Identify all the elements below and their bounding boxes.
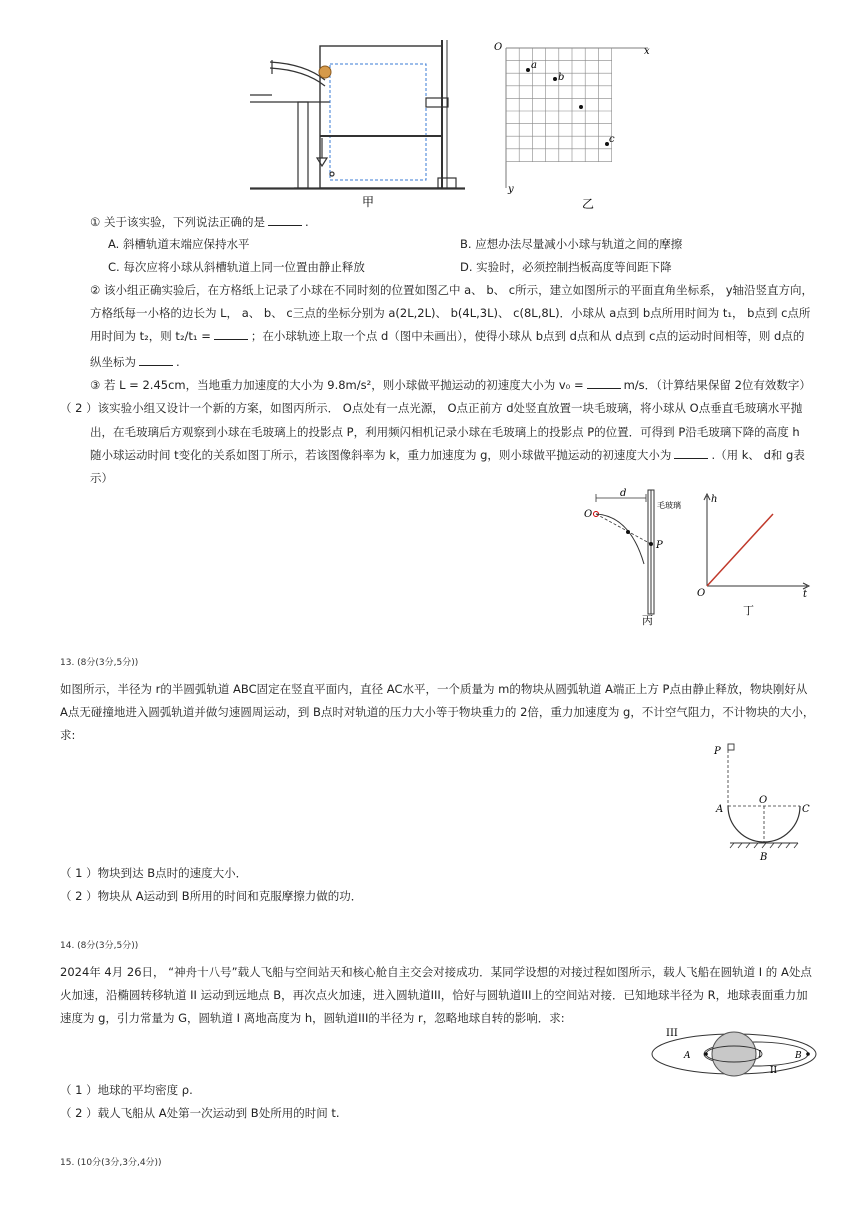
axis-o-label: O <box>494 42 503 53</box>
q14-line2: 火加速，沿椭圆转移轨道 II 运动到远地点 B，再次点火加速，进入圆轨道III，恰好与圆轨道III上的空间站对接．已知地球半径为 R，地球表面重力加 <box>60 988 808 1002</box>
figure-bing-caption: 丙 <box>642 614 653 626</box>
q13-sub2: （ 2 ）物块从 A运动到 B所用的时间和克服摩擦力做的功． <box>60 889 363 903</box>
answer-blank[interactable] <box>587 377 621 389</box>
ding-t-label: t <box>803 589 808 600</box>
q12-p2-line3: 用时间为 t₂，则 t₂/t₁ = ；在小球轨迹上取一个点 d（图中未画出），使得小球从 b点到 d点和从 d点到 c点的运动时间相等，则 d点的 <box>90 329 805 343</box>
point-a-label: a <box>531 60 537 71</box>
axis-x-label: x <box>644 46 650 57</box>
bing-p-label: P <box>656 540 663 551</box>
q14-sub1: （ 1 ）地球的平均密度 ρ. <box>60 1083 193 1097</box>
option-c: C. 每次应将小球从斜槽轨道上同一位置由静止释放 <box>108 260 365 274</box>
q12-part2-line3: 随小球运动时间 t变化的关系如图丁所示，若该图像斜率为 k，重力加速度为 g，则小球做平抛运动的初速度大小为 .（用 k、 d和 g表 <box>90 448 805 462</box>
bing-o-label: O <box>584 509 593 520</box>
figure-q14 <box>648 1024 820 1080</box>
figure-ding <box>695 490 815 616</box>
answer-blank[interactable] <box>214 328 248 340</box>
q13-sub1: （ 1 ）物块到达 B点时的速度大小． <box>60 866 248 880</box>
q12-part2-line2: 出，在毛玻璃后方观察到小球在毛玻璃上的投影点 P，利用频闪相机记录小球在毛玻璃上的投影点 P的位置．可得到 P沿毛玻璃下降的高度 h <box>90 425 800 439</box>
figure-yi-caption: 乙 <box>582 197 595 211</box>
q13-b-label: B <box>760 852 768 863</box>
q14-line1: 2024年 4月 26日， “神舟十八号”载人飞船与空间站天和核心舱自主交会对接成功．某同学设想的对接过程如图所示，载人飞船在圆轨道 I 的 A处点 <box>60 965 812 979</box>
q13-o-label: O <box>759 795 768 806</box>
q14-sub2: （ 2 ）载人飞船从 A处第一次运动到 B处所用的时间 t. <box>60 1106 340 1120</box>
figure-jia-caption: 甲 <box>362 195 375 209</box>
q14-header: 14. (8分(3分,5分)) <box>60 941 139 951</box>
q14-a-label: A <box>684 1051 691 1061</box>
axis-y-label: y <box>508 184 514 195</box>
q12-p1-stem: ① 关于该实验，下列说法正确的是 . <box>90 215 309 229</box>
q12-p2-line1: ② 该小组正确实验后，在方格纸上记录了小球在不同时刻的位置如图乙中 a、 b、 c所示，建立如图所示的平面直角坐标系， y轴沿竖直方向， <box>90 283 814 297</box>
q13-p-label: P <box>714 746 721 757</box>
q12-p2-line4: 纵坐标为 . <box>90 355 180 369</box>
q12-part2-line1: （ 2 ）该实验小组又设计一个新的方案，如图丙所示． O点处有一点光源， O点正前方 d处竖直放置一块毛玻璃，将小球从 O点垂直毛玻璃水平抛 <box>60 401 803 415</box>
q15-header: 15. (10分(3分,3分,4分)) <box>60 1158 162 1168</box>
q13-line3: 求: <box>60 728 76 742</box>
figure-jia <box>250 40 465 210</box>
point-b-label: b <box>558 72 565 83</box>
figure-ding-caption: 丁 <box>743 604 754 616</box>
figure-bing <box>580 486 690 626</box>
q14-ii-label: II <box>770 1066 778 1076</box>
q12-p3: ③ 若 L = 2.45cm，当地重力加速度的大小为 9.8m/s²，则小球做平抛运动的初速度大小为 v₀ = m/s．（计算结果保留 2位有效数字） <box>90 378 811 392</box>
q12-part2-line4: 示） <box>90 471 113 485</box>
bing-d-label: d <box>620 488 627 499</box>
bing-glass-label: 毛玻璃 <box>657 501 681 510</box>
point-c-label: c <box>609 134 615 145</box>
answer-blank[interactable] <box>674 447 708 459</box>
option-b: B. 应想办法尽量减小小球与轨道之间的摩擦 <box>460 237 683 251</box>
q13-header: 13. (8分(3分,5分)) <box>60 658 139 668</box>
ding-h-label: h <box>711 494 718 505</box>
q14-i-label: I <box>758 1050 762 1060</box>
q14-line3: 速度为 g，引力常量为 G，圆轨道 I 离地高度为 h，圆轨道III的半径为 r，忽略地球自转的影响．求: <box>60 1011 565 1025</box>
figure-q13 <box>708 740 814 864</box>
ding-o-label: O <box>697 588 706 599</box>
q14-b-label: B <box>795 1051 802 1061</box>
answer-blank[interactable] <box>268 214 302 226</box>
option-d: D. 实验时，必须控制挡板高度等间距下降 <box>460 260 672 274</box>
q13-c-label: C <box>802 804 810 815</box>
figure-yi <box>488 40 658 212</box>
q12-p2-line2: 方格纸每一小格的边长为 L， a、 b、 c三点的坐标分别为 a(2L,2L)、 b(4L,3L)、 c(8L,8L)．小球从 a点到 b点所用时间为 t₁， b点到 c点所 <box>90 306 811 320</box>
q13-a-label: A <box>716 804 724 815</box>
q13-line1: 如图所示，半径为 r的半圆弧轨道 ABC固定在竖直平面内，直径 AC水平，一个质量为 m的物块从圆弧轨道 A端正上方 P点由静止释放，物块刚好从 <box>60 682 808 696</box>
option-a: A. 斜槽轨道末端应保持水平 <box>108 237 250 251</box>
q13-line2: A点无碰撞地进入圆弧轨道并做匀速圆周运动，到 B点时对轨道的压力大小等于物块重力的 2倍，重力加速度为 g，不计空气阻力，不计物块的大小， <box>60 705 815 719</box>
q14-iii-label: III <box>666 1028 678 1039</box>
answer-blank[interactable] <box>139 354 173 366</box>
